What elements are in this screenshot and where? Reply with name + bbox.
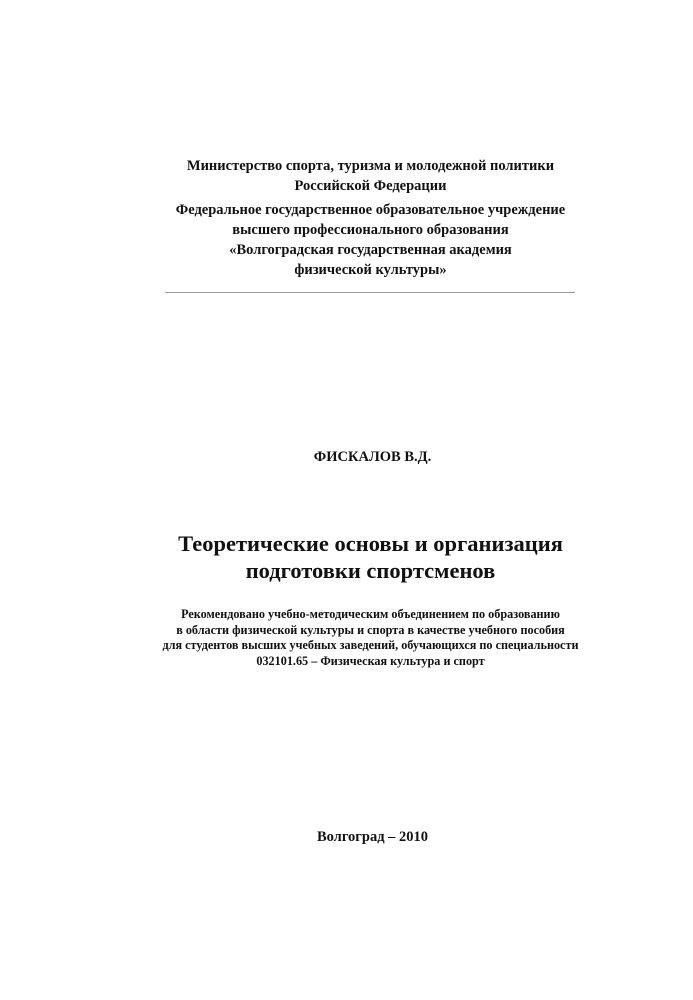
ministry-line-1: Министерство спорта, туризма и молодежной политики xyxy=(186,158,555,174)
ministry-line-2: Российской Федерации xyxy=(294,178,447,194)
institution-line-1: Федеральное государственное образовательное учреждение xyxy=(175,202,566,218)
document-title xyxy=(24,530,693,584)
institution-line-4: физической культуры» xyxy=(294,262,447,278)
ministry-heading xyxy=(24,156,693,196)
recommendation-line-3: для студентов высших учебных заведений, обучающихся по специальности xyxy=(162,638,579,652)
recommendation-line-1: Рекомендовано учебно-методическим объединением по образованию xyxy=(181,607,560,621)
institution-line-2: высшего профессионального образования xyxy=(232,222,509,238)
recommendation-line-4: 032101.65 – Физическая культура и спорт xyxy=(256,653,485,668)
title-line-1: Теоретические основы и организация xyxy=(178,531,563,556)
author-name: ФИСКАЛОВ В.Д. xyxy=(313,449,432,465)
header-divider xyxy=(165,292,575,293)
title-line-2: подготовки спортсменов xyxy=(245,558,496,583)
recommendation-line-2: в области физической культуры и спорта в качестве учебного пособия xyxy=(176,622,565,637)
city-year: Волгоград – 2010 xyxy=(316,829,429,845)
recommendation-text xyxy=(24,607,693,669)
institution-heading xyxy=(24,200,693,280)
institution-line-3: «Волгоградская государственная академия xyxy=(229,242,512,258)
